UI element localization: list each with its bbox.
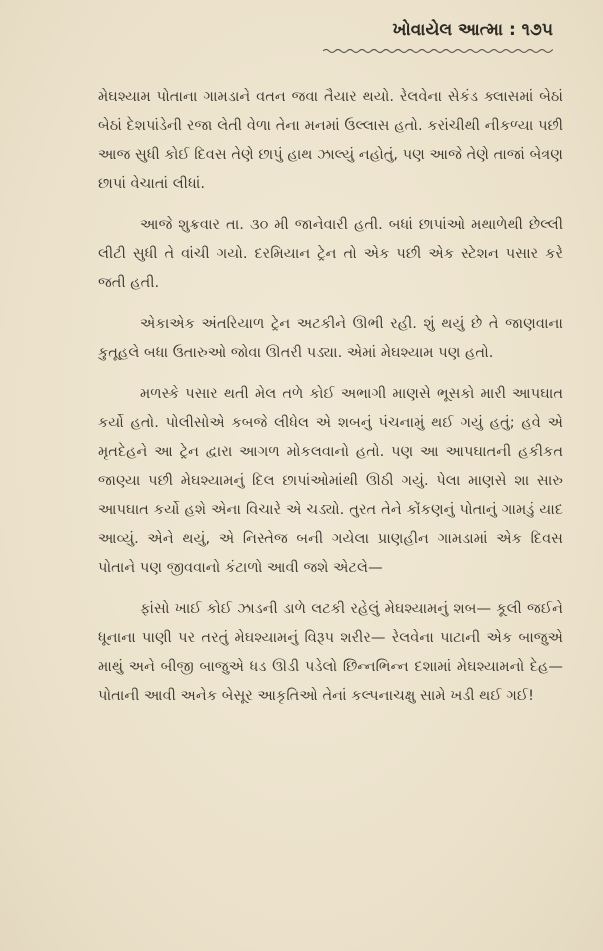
paragraph: એકાએક અંતરિયાળ ટ્રેન અટકીને ઊભી રહી. શું થયું છે તે જાણવાના કુતૂહલે બધા ઉતારુઓ જોવા ઊતરી પડ્યા. એમાં મેઘશ્યામ પણ હતો. [98, 315, 563, 361]
header-wavy-rule [323, 46, 553, 56]
paragraph: મળસ્કે પસાર થતી મેલ તળે કોઈ અભાગી માણસે ભૂસકો મારી આપઘાત કર્યો હતો. પોલીસોએ કબજે લીધેલ એ શબનું પંચનામું થઈ ગયું હતું; હવે એ મૃતદેહને આ ટ્રેન દ્વારા આગળ મોકલવાનો હતો. પણ આ આપઘાતની હકીકત જાણ્યા પછી મેઘશ્યામનું દિલ છાપાંઓમાંથી ઊઠી ગયું. પેલા માણસે શા સારુ આપઘાત કર્યો હશે એના વિચારે એ ચડ્યો. તુરત તેને કોંકણનું પોતાનું ગામડું યાદ આવ્યું. એને થયું, એ નિસ્તેજ બની ગયેલા પ્રાણહીન ગામડામાં એક દિવસ પોતાને પણ જીવવાનો કંટાળો આવી જશે એટલે— [98, 385, 563, 576]
paragraph: ફાંસો ખાઈ કોઈ ઝાડની ડાળે લટકી રહેલું મેઘશ્યામનું શબ— કૂલી જઈને ધૂનાના પાણી પર તરતું મેઘશ્યામનું વિરૂપ શરીર— રેલવેના પાટાની એક બાજુએ માથું અને બીજી બાજુએ ધડ ઊડી પડેલો છિન્નભિન્ન દશામાં મેઘશ્યામનો દેહ—પોતાની આવી અનેક બેસૂર આકૃતિઓ તેનાં કલ્પનાચક્ષુ સામે ખડી થઈ ગઈ! [98, 600, 563, 704]
page-body [98, 82, 563, 722]
paragraph: મેઘશ્યામ પોતાના ગામડાને વતન જવા તૈયાર થયો. રેલવેના સેકંડ ક્લાસમાં બેઠાં બેઠાં દેશપાંડેની રજા લેતી વેળા તેના મનમાં ઉલ્લાસ હતો. કરાંચીથી નીકળ્યા પછી આજ સુધી કોઈ દિવસ તેણે છાપું હાથ ઝાલ્યું નહોતું, પણ આજે તેણે તાજાં બેત્રણ છાપાં વેચાતાં લીધાં. [98, 88, 563, 192]
paragraph: આજે શુક્રવાર તા. ૩૦ મી જાનેવારી હતી. બધાં છાપાંઓ મથાળેથી છેલ્લી લીટી સુધી તે વાંચી ગયો. દરમિયાન ટ્રેન તો એક પછી એક સ્ટેશન પસાર કરે જતી હતી. [98, 216, 563, 291]
running-header [303, 20, 553, 54]
running-title: ખોવાયેલ આત્મા : ૧૭૫ [392, 20, 553, 40]
